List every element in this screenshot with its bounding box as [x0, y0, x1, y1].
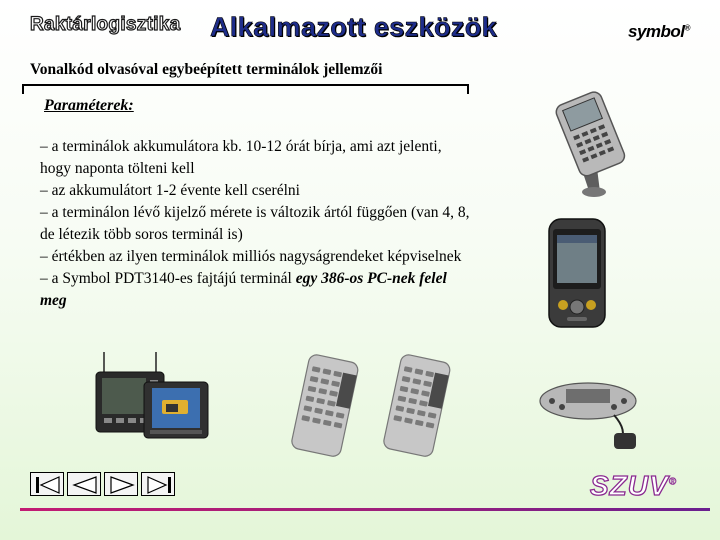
- slide-subtitle: Vonalkód olvasóval egybeépített terminálok jellemzői: [30, 61, 383, 78]
- szuv-logo-text: SZUV: [590, 470, 669, 501]
- keypad-terminal-image-1: [278, 350, 376, 460]
- next-slide-icon: [105, 473, 139, 497]
- slide-title: Alkalmazott eszközök: [210, 12, 498, 42]
- slide-navigation: [30, 472, 178, 498]
- keypad-terminal-image-2: [370, 350, 468, 460]
- course-label: Raktárlogisztika: [30, 14, 181, 35]
- next-slide-button[interactable]: [104, 472, 138, 496]
- bullet-item: [40, 268, 476, 312]
- symbol-logo: symbol®: [628, 22, 690, 41]
- bullet-item: – a terminálon lévő kijelző mérete is változik ártól függően (van 4, 8, de létezik több soros terminál is): [40, 204, 470, 243]
- bullet-item: – az akkumulátort 1-2 évente kell cserélni: [40, 182, 300, 199]
- divider-left-tick: [22, 84, 24, 94]
- handheld-terminal-image: [540, 88, 640, 200]
- last-slide-button[interactable]: [141, 472, 175, 496]
- subtitle-divider: [22, 84, 468, 86]
- bullet-list: [40, 136, 476, 312]
- symbol-logo-text: symbol: [628, 22, 685, 41]
- section-heading: Paraméterek:: [44, 97, 134, 114]
- szuv-logo: SZUV®: [590, 470, 678, 501]
- first-slide-button[interactable]: [30, 472, 64, 496]
- wearable-terminal-image: [528, 375, 648, 455]
- first-slide-icon: [31, 473, 65, 497]
- previous-slide-icon: [68, 473, 102, 497]
- footer-divider: [20, 508, 710, 511]
- touchscreen-terminal-image: [140, 378, 212, 442]
- bullet-emphasis: egy 386-os PC-nek felel meg: [40, 270, 447, 309]
- divider-right-tick: [467, 84, 469, 94]
- bullet-item: – a terminálok akkumulátora kb. 10-12 órát bírja, ami azt jelenti, hogy naponta tölteni kell: [40, 138, 442, 177]
- last-slide-icon: [142, 473, 176, 497]
- pda-terminal-image: [545, 215, 609, 333]
- bullet-text: – a Symbol PDT3140-es fajtájú terminál: [40, 270, 296, 287]
- bullet-item: – értékben az ilyen terminálok milliós nagyságrendeket képviselnek: [40, 248, 462, 265]
- previous-slide-button[interactable]: [67, 472, 101, 496]
